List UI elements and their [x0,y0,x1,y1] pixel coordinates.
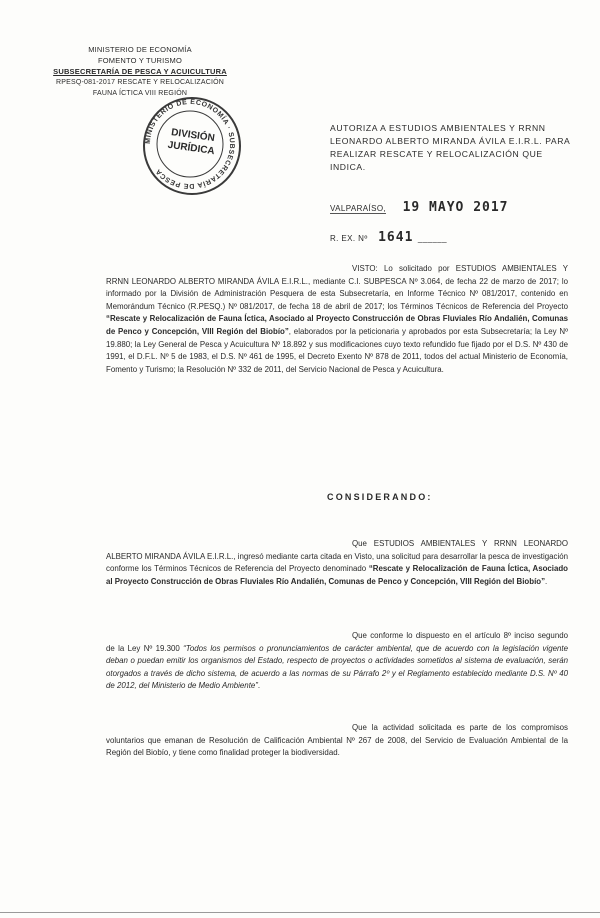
visto-text-1: VISTO: Lo solicitado por ESTUDIOS AMBIENTALES Y RRNN LEONARDO ALBERTO MIRANDA ÁVILA E.I.R.L., mediante C.I. SUBPESCA Nº 3.064, de fecha 22 de marzo de 2017; lo informado por la División de Administración Pesquera de esta Subsecretaría, en Informe Técnico Nº 081/2017, contenido en Memorándum Técnico (R.PESQ.) Nº 081/2017, de fecha 18 de abril de 2017; los Términos Técnicos de Referencia del Proyecto [106,264,568,311]
scan-edge-line [0,912,600,913]
file-reference: RPESQ-081-2017 RESCATE Y RELOCALIZACIÓN [55,79,225,86]
resolution-label: R. EX. Nº [330,234,368,243]
file-reference-2: FAUNA ÍCTICA VIII REGIÓN [92,90,188,97]
considerando-paragraph-3 [106,722,568,760]
considerando-heading: CONSIDERANDO: [327,492,433,502]
stamp-center-line-1: DIVISIÓN [170,127,216,145]
considerando-1-end: . [545,576,548,586]
visto-paragraph [106,263,568,376]
considerando-1-text: Que ESTUDIOS AMBIENTALES Y RRNN LEONARDO ALBERTO MIRANDA ÁVILA E.I.R.L., ingresó mediante carta citada en Visto, una solicitud para desarrollar la pesca de investigación conforme los Términos Técnicos de Referencia del Proyecto denominado [106,539,568,574]
place-date [330,198,560,216]
division-juridica-stamp [143,97,241,195]
considerando-1-project: “Rescate y Relocalización de Fauna Íctica, Asociado al Proyecto Construcción de Obras Fluviales Río Andalién, Comunas de Penco y Concepción, VIII Región del Biobío” [106,564,569,586]
resolution-trail: ______ [417,234,447,243]
considerando-2-quote: “Todos los permisos o pronunciamientos de carácter ambiental, que de acuerdo con la legislación vigente deban o puedan emitir los organismos del Estado, respecto de proyectos o actividades sometidos al sistema de evaluación, serán otorgados a través de dicho sistema, de acuerdo a las normas de su Párrafo 2º y el Reglamento establecido mediante D.S. Nº 40 de 2012, del Ministerio de Medio Ambiente” [106,643,568,691]
considerando-paragraph-1 [106,538,568,588]
resolution-summary: AUTORIZA A ESTUDIOS AMBIENTALES Y RRNN LEONARDO ALBERTO MIRANDA ÁVILA E.I.R.L. PARA REALIZAR RESCATE Y RELOCALIZACIÓN QUE INDICA. [330,123,570,172]
visto-project-name: “Rescate y Relocalización de Fauna Íctica, Asociado al Proyecto Construcción de Obras Fluviales Río Andalién, Comunas de Penco y Concepción, VIII Región del Biobío” [106,314,568,336]
resolution-number: 1641 [378,230,414,245]
considerando-2-text: Que conforme lo dispuesto en el artículo 8º inciso segundo de la Ley Nº 19.300 [106,631,568,653]
stamp-center-line-2: JURÍDICA [166,139,216,158]
resolution-date: 19 MAYO 2017 [402,200,509,215]
place-label: VALPARAÍSO, [330,204,387,213]
ministry-name: MINISTERIO DE ECONOMÍA [88,45,192,54]
considerando-3-text: Que la actividad solicitada es parte de los compromisos voluntarios que emanan de Resolución de Calificación Ambiental Nº 267 de 2008, del Servicio de Evaluación Ambiental de la Región del Biobío, y tiene como finalidad proteger la biodiversidad. [106,723,568,758]
visto-text-2: , elaborados por la peticionaria y aprobados por esta Subsecretaría; la Ley Nº 19.880; la Ley General de Pesca y Acuicultura Nº 18.892 y sus modificaciones cuyo texto refundido fue fijado por el D.S. Nº 430 de 1991, el D.F.L. Nº 5 de 1983, el D.S. Nº 461 de 1995, el Decreto Exento Nº 878 de 2011, todos del actual Ministerio de Economía, Fomento y Turismo; la Resolución Nº 332 de 2011, del Servicio Nacional de Pesca y Acuicultura. [106,326,569,374]
considerando-2-end: . [257,681,261,691]
ministry-subname: FOMENTO Y TURISMO [97,56,183,65]
letterhead [30,44,250,99]
stamp-ring-text: MINISTERIO DE ECONOMÍA · SUBSECRETARÍA DE PESCA [144,98,236,190]
resolution-number-block [330,228,447,246]
considerando-paragraph-2 [106,630,568,693]
subsecretariat-name: SUBSECRETARÍA DE PESCA Y ACUICULTURA [53,67,227,76]
